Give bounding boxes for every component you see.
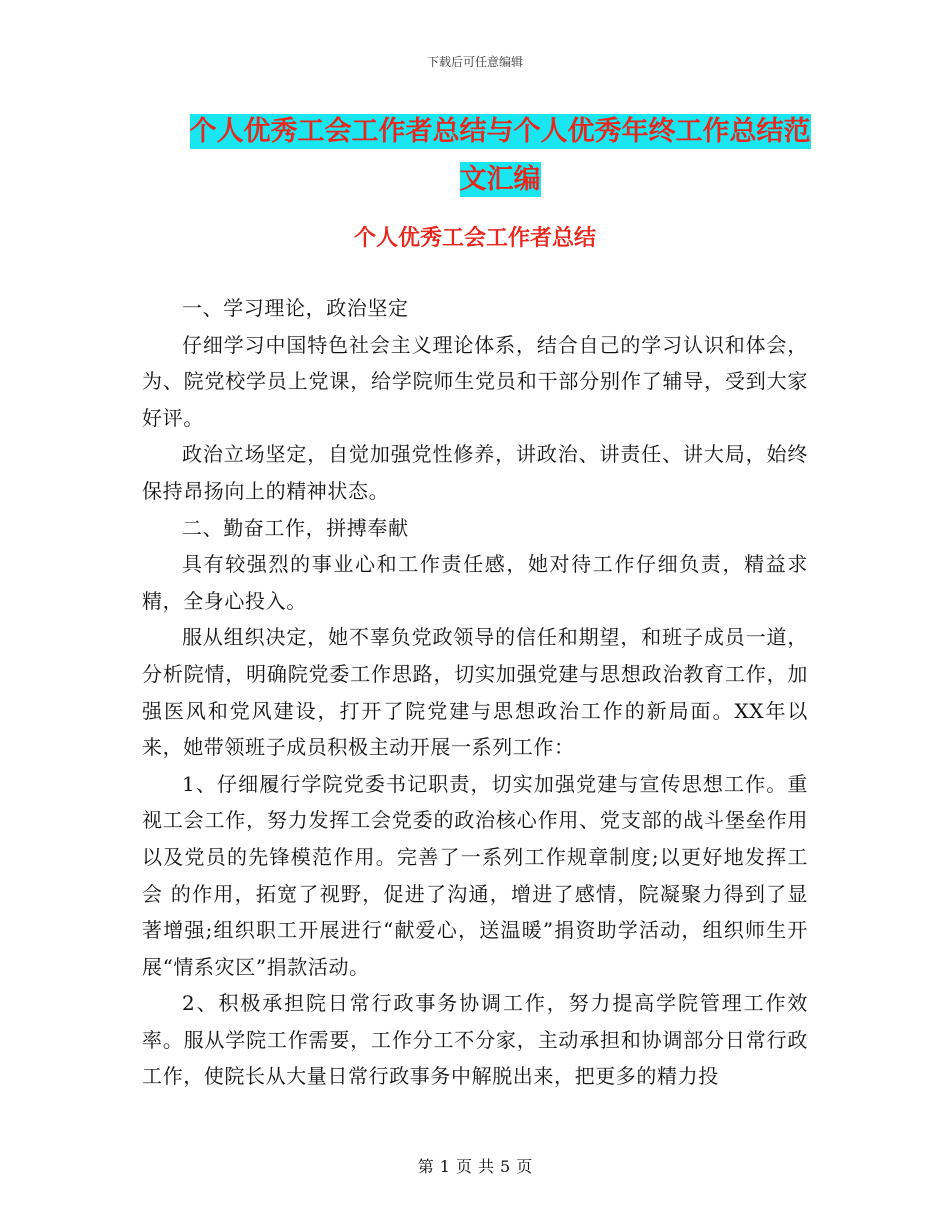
page-footer: [0, 1154, 950, 1177]
paragraph-heading-2: 二、勤奋工作，拼搏奉献: [182, 515, 409, 540]
title-line-1: 个人优秀工会工作者总结与个人优秀年终工作总结范: [189, 116, 811, 147]
footer-total-word: 共: [478, 1157, 495, 1176]
header-note: 下载后可任意编辑: [426, 55, 523, 69]
current-page-number: 1: [439, 1157, 450, 1176]
total-page-number: 5: [500, 1157, 511, 1176]
paragraph-heading-1: 一、学习理论，政治坚定: [182, 296, 409, 320]
title-line-2: 文汇编: [459, 164, 541, 195]
paragraph: 具有较强烈的事业心和工作责任感，她对待工作仔细负责，精益求精，全身心投入。: [142, 552, 808, 613]
section-title: 个人优秀工会工作者总结: [353, 226, 596, 251]
paragraph: 仔细学习中国特色社会主义理论体系，结合自己的学习认识和体会，为、院党校学员上党课，给学院师生党员和干部分别作了辅导，受到大家好评。: [142, 332, 808, 430]
paragraph: 政治立场坚定，自觉加强党性修养，讲政治、讲责任、讲大局，始终保持昂扬向上的精神状态。: [142, 442, 808, 503]
paragraph: 服从组织决定，她不辜负党政领导的信任和期望，和班子成员一道，分析院情，明确院党委工作思路，切实加强党建与思想政治教育工作，加强医风和党风建设，打开了院党建与思想政治工作的新局面。XX年以来，她带领班子成员积极主动开展一系列工作：: [142, 625, 808, 760]
footer-prefix: 第: [417, 1157, 434, 1176]
footer-suffix: 页: [516, 1157, 533, 1176]
paragraph: 2、积极承担院日常行政事务协调工作，努力提高学院管理工作效率。服从学院工作需要，工作分工不分家，主动承担和协调部分日常行政工作，使院长从大量日常行政事务中解脱出来，把更多的精力投: [142, 991, 808, 1089]
document-title: [140, 108, 860, 204]
footer-page-word: 页: [455, 1157, 472, 1176]
paragraph: 1、仔细履行学院党委书记职责，切实加强党建与宣传思想工作。重视工会工作，努力发挥工会党委的政治核心作用、党支部的战斗堡垒作用以及党员的先锋模范作用。完善了一系列工作规章制度;以更好地发挥工会 的作用，拓宽了视野，促进了沟通，增进了感情，院凝聚力得到了显著增强;组织职工开展进行“献爱心，送温暖”捐资助学活动，组织师生开展“情系灾区”捐款活动。: [142, 771, 808, 979]
document-body: [142, 290, 808, 1095]
